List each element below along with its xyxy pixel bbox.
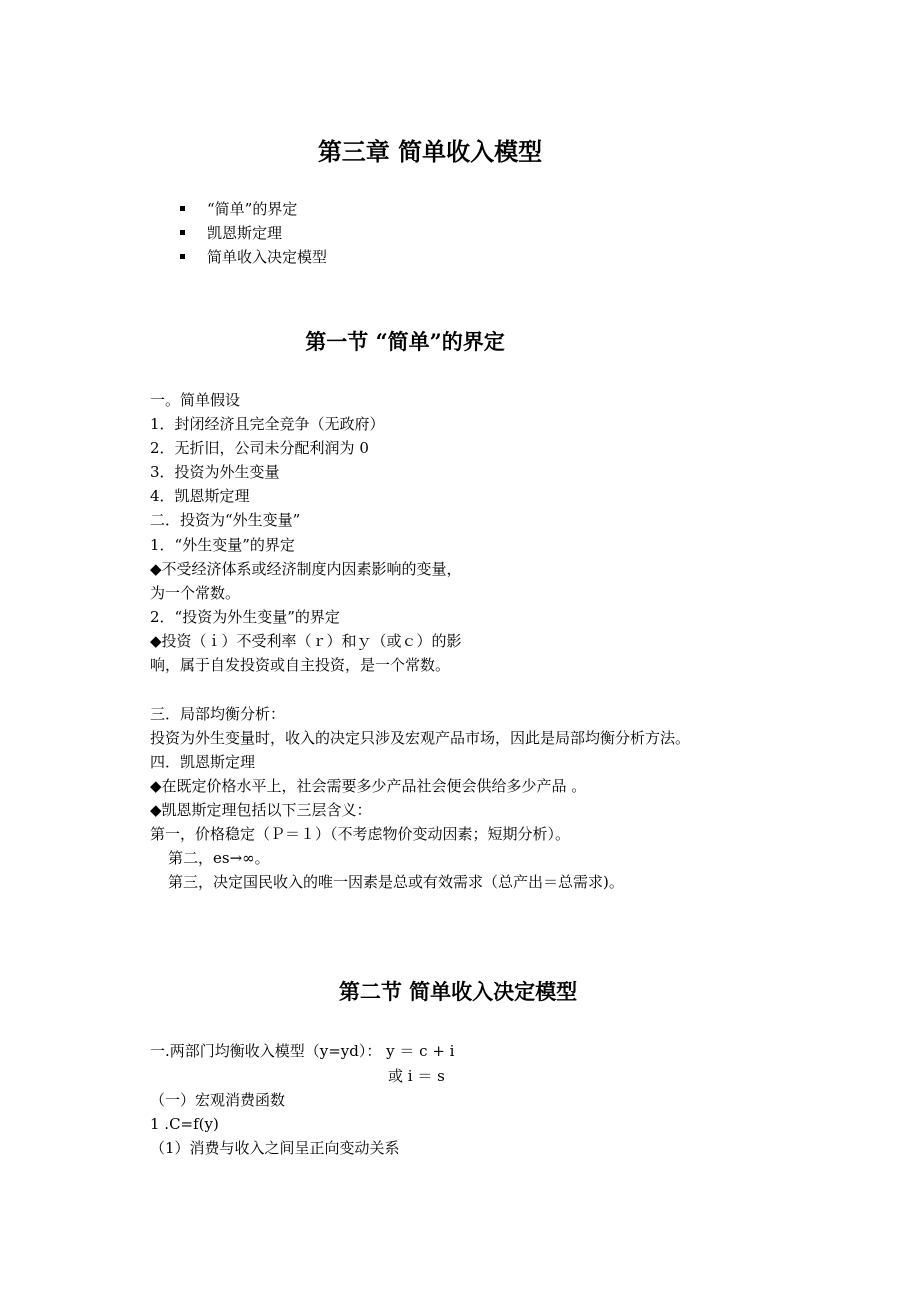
- outline-item-label: 简单收入决定模型: [207, 248, 328, 266]
- text-line: （一）宏观消费函数: [150, 1091, 286, 1109]
- text-line: ◆在既定价格水平上，社会需要多少产品社会便会供给多少产品 。: [150, 777, 587, 795]
- section1-title: 第一节 “简单”的界定: [305, 329, 505, 354]
- square-bullet-icon: [180, 254, 185, 259]
- outline-item-label: 凯恩斯定理: [207, 224, 283, 242]
- text-line: 三．局部均衡分析：: [150, 705, 286, 723]
- text-line: 一.两部门均衡收入模型（y=yd）： y ＝ c + i: [150, 1042, 455, 1060]
- text-line: 二．投资为“外生变量”: [150, 511, 301, 529]
- text-line: 1．“外生变量”的界定: [150, 536, 295, 554]
- section2-title: 第二节 简单收入决定模型: [338, 979, 578, 1004]
- text-line: ◆不受经济体系或经济制度内因素影响的变量，: [150, 560, 462, 578]
- text-line: （1）消费与收入之间呈正向变动关系: [150, 1139, 400, 1157]
- square-bullet-icon: [180, 206, 185, 211]
- text-line: 第一，价格稳定（Ｐ＝１）（不考虑物价变动因素；短期分析）。: [150, 825, 571, 843]
- text-line: 2．“投资为外生变量”的界定: [150, 608, 340, 626]
- text-line: 2．无折旧，公司未分配利润为 0: [150, 439, 369, 457]
- text-line: 投资为外生变量时，收入的决定只涉及宏观产品市场，因此是局部均衡分析方法。: [150, 729, 691, 747]
- square-bullet-icon: [180, 230, 185, 235]
- text-line: ◆投资（ｉ）不受利率（ｒ）和ｙ（或ｃ）的影: [150, 632, 462, 650]
- outline-item: [178, 221, 327, 245]
- text-line: 或 i ＝ s: [388, 1067, 445, 1085]
- outline-item: [178, 197, 327, 221]
- text-line: 1．封闭经济且完全竞争（无政府）: [150, 415, 385, 433]
- text-line: 响，属于自发投资或自主投资，是一个常数。: [150, 656, 451, 674]
- outline-item-label: “简单”的界定: [207, 200, 298, 218]
- text-line: ◆凯恩斯定理包括以下三层含义：: [150, 801, 372, 819]
- text-line: 第三，决定国民收入的唯一因素是总或有效需求（总产出＝总需求)。: [168, 873, 624, 891]
- text-line: 1 .C=f(y): [150, 1115, 219, 1133]
- outline-item: [178, 245, 327, 269]
- text-line: 3．投资为外生变量: [150, 463, 280, 481]
- text-line: 第二，es→∞。: [168, 849, 270, 867]
- text-line: 四．凯恩斯定理: [150, 753, 256, 771]
- text-line: 4．凯恩斯定理: [150, 487, 250, 505]
- text-line: 为一个常数。: [150, 584, 241, 602]
- chapter-outline: [178, 197, 327, 269]
- text-line: 一。简单假设: [150, 391, 241, 409]
- chapter-title: 第三章 简单收入模型: [317, 137, 543, 166]
